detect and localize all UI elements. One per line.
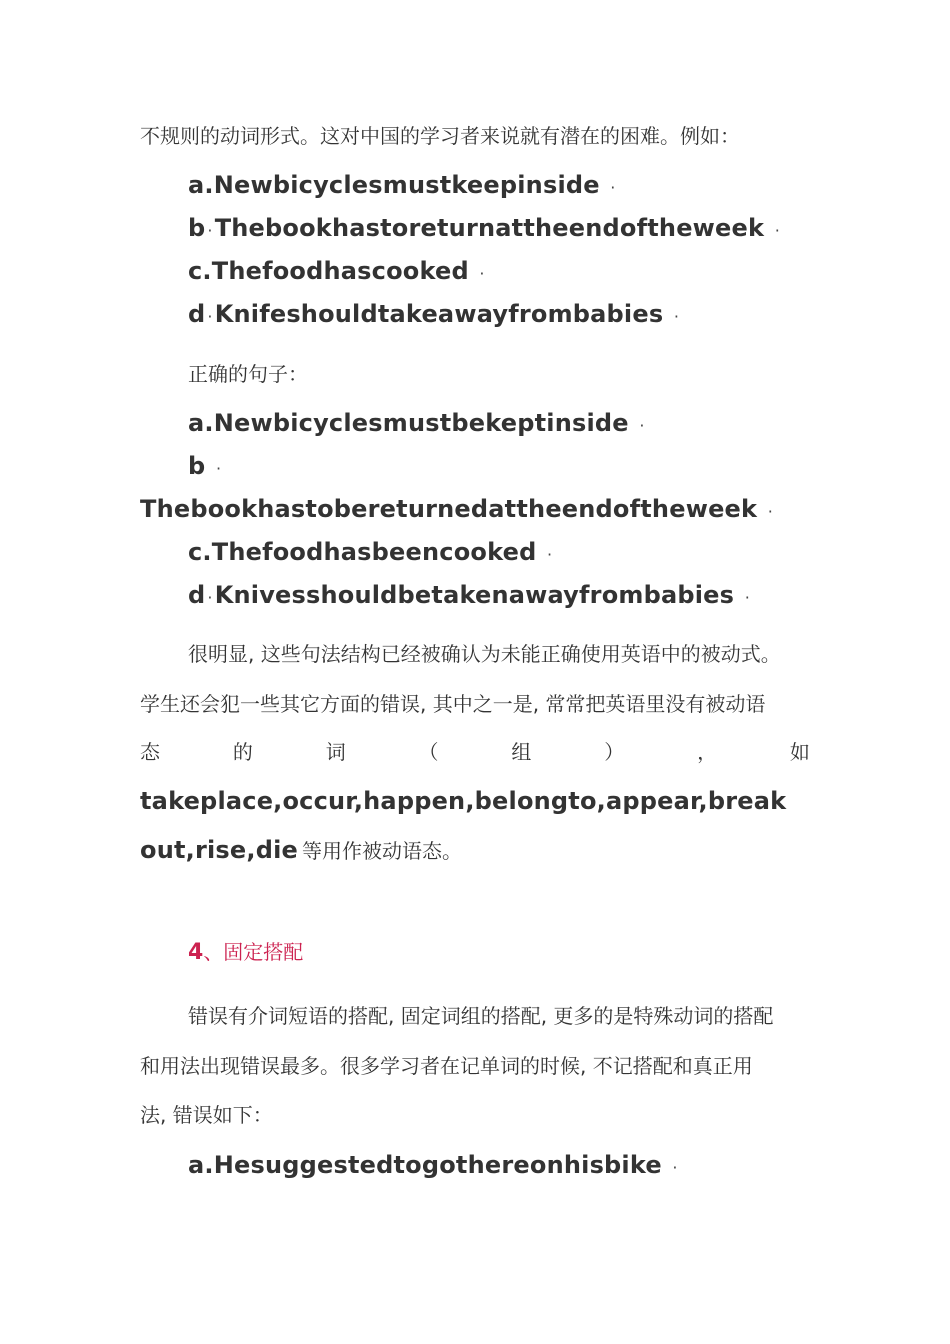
mid-dot: ·: [767, 502, 774, 521]
correct-label: 正确的句子：: [188, 362, 308, 386]
wrong-example-a: [188, 170, 618, 203]
mid-dot: ·: [610, 178, 616, 197]
mid-dot: ·: [479, 264, 485, 283]
mid-dot: ·: [672, 1158, 678, 1177]
paragraph-line: 很明显, 这些句法结构已经被确认为未能正确使用英语中的被动式。: [188, 642, 781, 666]
correct-example-c: [188, 537, 554, 570]
example-a: [188, 1150, 680, 1183]
example-lead: d: [188, 300, 206, 328]
mid-dot: ·: [207, 221, 213, 240]
char: 的: [232, 740, 253, 764]
example-lead: b: [188, 452, 206, 480]
paragraph-line: 错误有介词短语的搭配, 固定词组的搭配, 更多的是特殊动词的搭配: [188, 1004, 774, 1028]
wrong-example-d: [188, 299, 681, 332]
char: 词: [325, 740, 346, 764]
section-number: 4: [188, 940, 204, 965]
chinese-text: 等用作被动语态。: [302, 839, 462, 863]
example-lead: c.: [188, 538, 212, 566]
section-title: 、固定搭配: [203, 940, 304, 964]
correct-example-a: [188, 408, 647, 441]
example-lead: d: [188, 581, 206, 609]
mid-dot: ·: [207, 588, 213, 607]
paragraph-line: 不规则的动词形式。这对中国的学习者来说就有潜在的困难。例如：: [140, 124, 740, 148]
mid-dot: ·: [207, 307, 213, 326]
example-text: Newbicyclesmustkeepinside: [213, 171, 600, 199]
mid-dot: ·: [744, 588, 751, 607]
correct-example-b-lead: [188, 451, 223, 484]
paragraph-line: 法, 错误如下：: [140, 1103, 273, 1127]
paragraph-line-mixed: [140, 835, 462, 865]
mid-dot: ·: [215, 459, 222, 478]
example-text: Thefoodhasbeencooked: [211, 538, 537, 566]
correct-example-d: [188, 580, 752, 613]
mid-dot: ·: [639, 416, 645, 435]
section-heading: [188, 938, 303, 967]
example-text: Newbicyclesmustbekeptinside: [213, 409, 629, 437]
mid-dot: ·: [547, 545, 553, 564]
paragraph-line: 学生还会犯一些其它方面的错误, 其中之一是, 常常把英语里没有被动语: [140, 692, 766, 716]
paragraph-line: 和用法出现错误最多。很多学习者在记单词的时候, 不记搭配和真正用: [140, 1054, 753, 1078]
example-text: Hesuggestedtogothereonhisbike: [213, 1151, 662, 1179]
char: 态: [140, 740, 160, 764]
char: （: [418, 740, 439, 764]
wrong-example-c: [188, 256, 487, 289]
example-lead: a.: [188, 1151, 214, 1179]
english-words: out,rise,die: [140, 836, 298, 864]
char: ）: [604, 740, 625, 764]
example-lead: a.: [188, 409, 214, 437]
char: ，: [697, 740, 718, 764]
wrong-example-b: [188, 213, 782, 246]
english-word-list: takeplace,occur,happen,belongto,appear,break: [140, 787, 787, 815]
example-lead: c.: [188, 257, 212, 285]
example-text: Thebookhastobereturnedattheendoftheweek: [140, 495, 758, 523]
char: 如: [789, 740, 810, 764]
justified-line: [140, 738, 810, 766]
example-text: Knifeshouldtakeawayfrombabies: [214, 300, 664, 328]
example-text: Thefoodhascooked: [211, 257, 469, 285]
example-text: Thebookhastoreturnattheendoftheweek: [214, 214, 765, 242]
mid-dot: ·: [774, 221, 781, 240]
char: 组: [511, 740, 532, 764]
example-lead: b: [188, 214, 206, 242]
example-text: Knivesshouldbetakenawayfrombabies: [214, 581, 735, 609]
correct-example-b-text: [140, 494, 775, 527]
mid-dot: ·: [673, 307, 680, 326]
example-lead: a.: [188, 171, 214, 199]
